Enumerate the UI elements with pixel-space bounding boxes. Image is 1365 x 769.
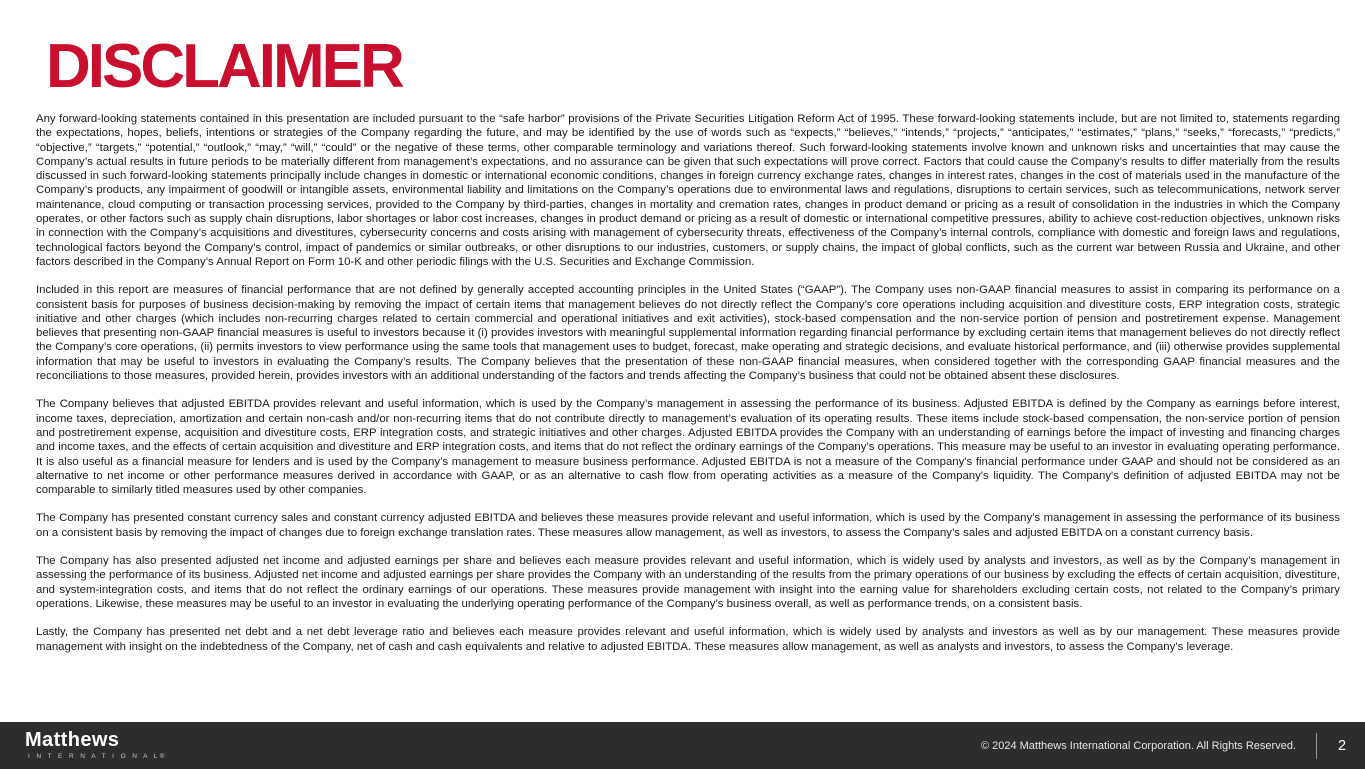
matthews-logo <box>25 730 167 761</box>
logo-subbrand-text: I N T E R N A T I O N A L® <box>28 753 167 761</box>
footer-divider <box>1316 733 1317 759</box>
copyright-text: © 2024 Matthews International Corporation. All Rights Reserved. <box>980 739 1296 752</box>
page-title: DISCLAIMER <box>46 32 402 101</box>
disclaimer-paragraph-adjusted-net-income: The Company has also presented adjusted net income and adjusted earnings per share and believes each measure provides relevant and useful information, which is widely used by analysts and investors, as well as by the Company’s management in assessing the performance of its business. Adjusted net income and adjusted earnings per share provides the Company with an understanding of the results from the primary operations of our business by excluding the effects of certain acquisition, divestiture, and system-integration costs, and items that do not reflect the ordinary earnings of our operations. These measures provide management with insight into the earning value for shareholders excluding certain costs, not related to the Company’s primary operations. Likewise, these measures may be useful to an investor in evaluating the underlying operating performance of the Company’s business overall, as well as performance trends, on a consistent basis. <box>36 555 1340 610</box>
disclaimer-paragraph-forward-looking: Any forward-looking statements contained in this presentation are included pursuant to the “safe harbor” provisions of the Private Securities Litigation Reform Act of 1995. These forward-looking statements include, but are not limited to, statements regarding the expectations, hopes, beliefs, intentions or strategies of the Company regarding the future, and may be identified by the use of words such as “expects,” “believes,” “intends,” “projects,” “anticipates,” “estimates,” “plans,” “seeks,” “forecasts,” “predicts,” “objective,” “targets,” “potential,” “outlook,” “may,” “will,” “could” or the negative of these terms, other comparable terminology and variations thereof. Such forward-looking statements involve known and unknown risks and uncertainties that may cause the Company’s actual results in future periods to be materially different from management’s expectations, and no assurance can be given that such expectations will prove correct. Factors that could cause the Company’s results to differ materially from the results discussed in such forward-looking statements principally include changes in domestic or international economic conditions, changes in foreign currency exchange rates, changes in interest rates, changes in the cost of materials used in the manufacture of the Company’s products, any impairment of goodwill or intangible assets, environmental liability and limitations on the Company’s operations due to environmental laws and regulations, disruptions to certain services, such as telecommunications, network server maintenance, cloud computing or transaction processing services, provided to the Company by third-parties, changes in mortality and cremation rates, changes in product demand or pricing as a result of consolidation in the industries in which the Company operates, or other factors such as supply chain disruptions, labor shortages or labor cost increases, changes in product demand or pricing as a result of domestic or international competitive pressures, ability to achieve cost-reduction objectives, unknown risks in connection with the Company’s acquisitions and divestitures, cybersecurity concerns and costs arising with management of cybersecurity threats, effectiveness of the Company’s internal controls, compliance with domestic and foreign laws and regulations, technological factors beyond the Company’s control, impact of pandemics or similar outbreaks, or other disruptions to our industries, customers, or supply chains, the impact of global conflicts, such as the current war between Russia and Ukraine, and other factors described in the Company’s Annual Report on Form 10-K and other periodic filings with the U.S. Securities and Exchange Commission. <box>36 113 1340 268</box>
footer-bar <box>0 722 1365 769</box>
disclaimer-body <box>36 112 1340 668</box>
disclaimer-paragraph-non-gaap: Included in this report are measures of financial performance that are not defined by generally accepted accounting principles in the United States (“GAAP”). The Company uses non-GAAP financial measures to assist in comparing its performance on a consistent basis for purposes of business decision-making by removing the impact of certain items that management believes do not directly reflect the Company’s core operations including acquisition and divestiture costs, ERP integration costs, strategic initiative and other charges (which includes non-recurring charges related to certain commercial and operational initiatives and exit activities), stock-based compensation and the non-service portion of pension and postretirement expense. Management believes that presenting non-GAAP financial measures is useful to investors because it (i) provides investors with meaningful supplemental information regarding financial performance by excluding certain items that management believes do not directly reflect the Company’s core operations, (ii) permits investors to view performance using the same tools that management uses to budget, forecast, make operating and strategic decisions, and evaluate historical performance, and (iii) otherwise provides supplemental information that may be useful to investors in evaluating the Company’s results. The Company believes that the presentation of these non-GAAP financial measures, when considered together with the corresponding GAAP financial measures and the reconciliations to those measures, provided herein, provides investors with an additional understanding of the factors and trends affecting the Company’s business that could not be obtained absent these disclosures. <box>36 284 1340 383</box>
page-number: 2 <box>1337 737 1347 754</box>
disclaimer-paragraph-adjusted-ebitda: The Company believes that adjusted EBITDA provides relevant and useful information, which is used by the Company’s management in assessing the performance of its business. Adjusted EBITDA is defined by the Company as earnings before interest, income taxes, depreciation, amortization and certain non-cash and/or non-recurring items that do not contribute directly to management’s evaluation of its operating results. These items include stock-based compensation, the non-service portion of pension and postretirement expense, acquisition and divestiture costs, ERP integration costs, and strategic initiatives and other charges. Adjusted EBITDA provides the Company with an understanding of earnings before the impact of investing and financing charges and income taxes, and the effects of certain acquisition and divestiture and ERP integration costs, and items that do not reflect the ordinary earnings of the Company’s operations. This measure may be useful to an investor in evaluating operating performance. It is also useful as a financial measure for lenders and is used by the Company’s management to measure business performance. Adjusted EBITDA is not a measure of the Company's financial performance under GAAP and should not be considered as an alternative to net income or other performance measures derived in accordance with GAAP, or as an alternative to cash flow from operating activities as a measure of the Company's liquidity. The Company's definition of adjusted EBITDA may not be comparable to similarly titled measures used by other companies. <box>36 398 1340 497</box>
disclaimer-paragraph-net-debt: Lastly, the Company has presented net debt and a net debt leverage ratio and believes each measure provides relevant and useful information, which is widely used by analysts and investors as well as by our management. These measures provide management with insight on the indebtedness of the Company, net of cash and cash equivalents and relative to adjusted EBITDA. These measures allow management, as well as analysts and investors, to assess the Company’s leverage. <box>36 626 1340 653</box>
footer-right-group <box>981 733 1349 759</box>
disclaimer-paragraph-constant-currency: The Company has presented constant currency sales and constant currency adjusted EBITDA and believes these measures provide relevant and useful information, which is used by the Company's management in assessing the performance of its business on a consistent basis by removing the impact of changes due to foreign exchange translation rates. These measures allow management, as well as investors, to assess the Company’s sales and adjusted EBITDA on a constant currency basis. <box>36 512 1340 539</box>
logo-brand-text: Matthews <box>25 729 120 752</box>
